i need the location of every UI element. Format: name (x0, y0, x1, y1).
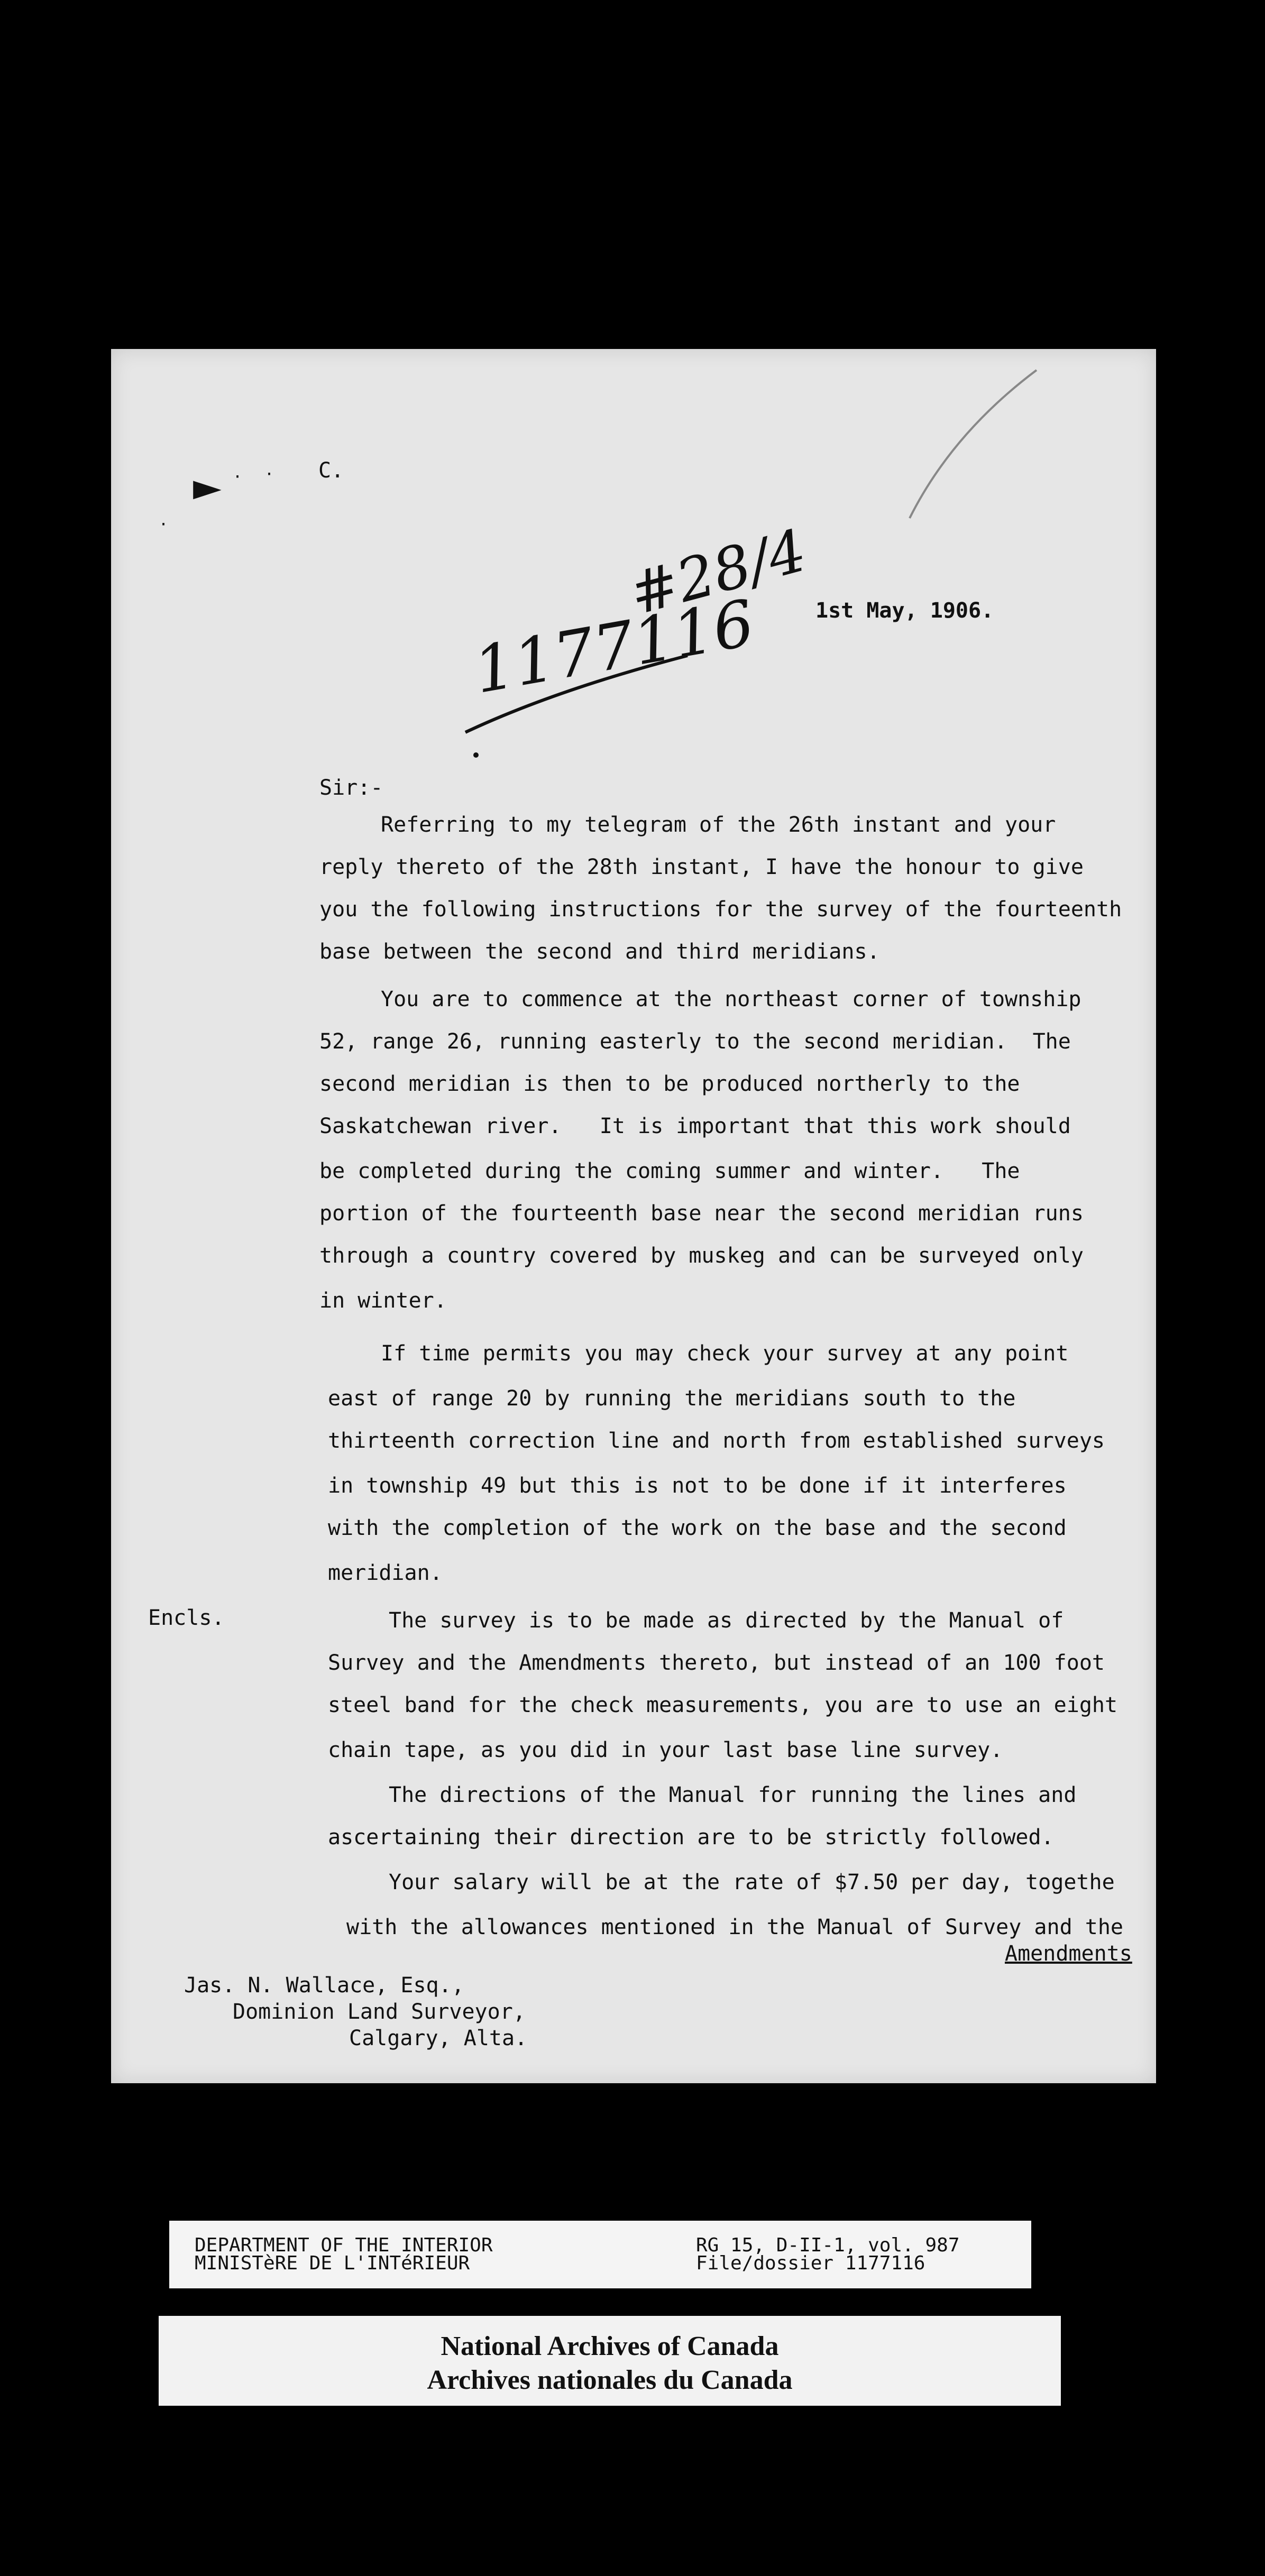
body-line: Survey and the Amendments thereto, but instead of an 100 foot (328, 1651, 1105, 1675)
salutation: Sir:- (319, 776, 383, 800)
body-line: with the completion of the work on the base and the second (328, 1516, 1067, 1540)
handwritten-file-number: 1177116 (468, 586, 760, 708)
body-line: The survey is to be made as directed by the Manual of (389, 1608, 1064, 1633)
body-line: in winter. (319, 1289, 447, 1313)
body-line: thirteenth correction line and north from established surveys (328, 1429, 1105, 1453)
body-line: If time permits you may check your survey at any point (381, 1341, 1069, 1366)
body-line: you the following instructions for the survey of the fourteenth (319, 897, 1122, 922)
body-line: 52, range 26, running easterly to the second meridian. The (319, 1029, 1071, 1054)
pencil-mark (910, 370, 1037, 518)
reference-label (169, 2221, 1031, 2288)
body-line: be completed during the coming summer and winter. The (319, 1159, 1020, 1183)
body-line: base between the second and third meridians. (319, 940, 880, 964)
record-group: RG 15, D-II-1, vol. 987 (696, 2234, 960, 2256)
archive-label (159, 2316, 1061, 2406)
body-line: through a country covered by muskeg and can be surveyed only (319, 1244, 1084, 1268)
body-line: east of range 20 by running the meridians south to the (328, 1386, 1016, 1411)
body-line: meridian. (328, 1561, 443, 1585)
department-fr: MINISTèRE DE L'INTéRIEUR (195, 2252, 470, 2274)
page-speck: ► (193, 465, 222, 509)
body-line: portion of the fourteenth base near the second meridian runs (319, 1201, 1084, 1226)
body-line: Referring to my telegram of the 26th instant and your (381, 813, 1056, 837)
body-line: The directions of the Manual for running the lines and (389, 1783, 1077, 1807)
body-line: reply thereto of the 28th instant, I have the honour to give (319, 855, 1084, 879)
addressee-name: Jas. N. Wallace, Esq., (184, 1973, 464, 1998)
archive-name-en: National Archives of Canada (441, 2331, 779, 2361)
file-number: File/dossier 1177116 (696, 2252, 925, 2274)
letter-date: 1st May, 1906. (815, 599, 994, 623)
page-marker: C. (318, 458, 344, 483)
department-en: DEPARTMENT OF THE INTERIOR (195, 2234, 493, 2256)
ink-dot (473, 752, 479, 758)
body-line: ascertaining their direction are to be strictly followed. (328, 1825, 1054, 1850)
body-line: with the allowances mentioned in the Manual of Survey and the (346, 1915, 1124, 1939)
addressee-location: Calgary, Alta. (349, 2026, 528, 2050)
handwritten-note: #28/4 (622, 516, 813, 628)
page-speck: · (264, 465, 274, 484)
page-speck: · (159, 516, 169, 534)
body-line: chain tape, as you did in your last base line survey. (328, 1738, 1003, 1762)
body-line: Your salary will be at the rate of $7.50 per day, togethe (389, 1870, 1115, 1894)
body-line: You are to commence at the northeast corner of township (381, 987, 1081, 1011)
body-line: in township 49 but this is not to be done if it interferes (328, 1474, 1067, 1498)
body-line: second meridian is then to be produced northerly to the (319, 1072, 1020, 1096)
archive-name-fr: Archives nationales du Canada (427, 2365, 793, 2395)
margin-note-enclosures: Encls. (148, 1606, 225, 1630)
continuation-word: Amendments (1005, 1942, 1132, 1966)
body-line: steel band for the check measurements, you are to use an eight (328, 1693, 1118, 1717)
page-speck: · (233, 468, 243, 486)
addressee-title: Dominion Land Surveyor, (233, 2000, 526, 2024)
body-line: Saskatchewan river. It is important that this work should (319, 1114, 1071, 1138)
handwritten-underline (465, 656, 688, 732)
